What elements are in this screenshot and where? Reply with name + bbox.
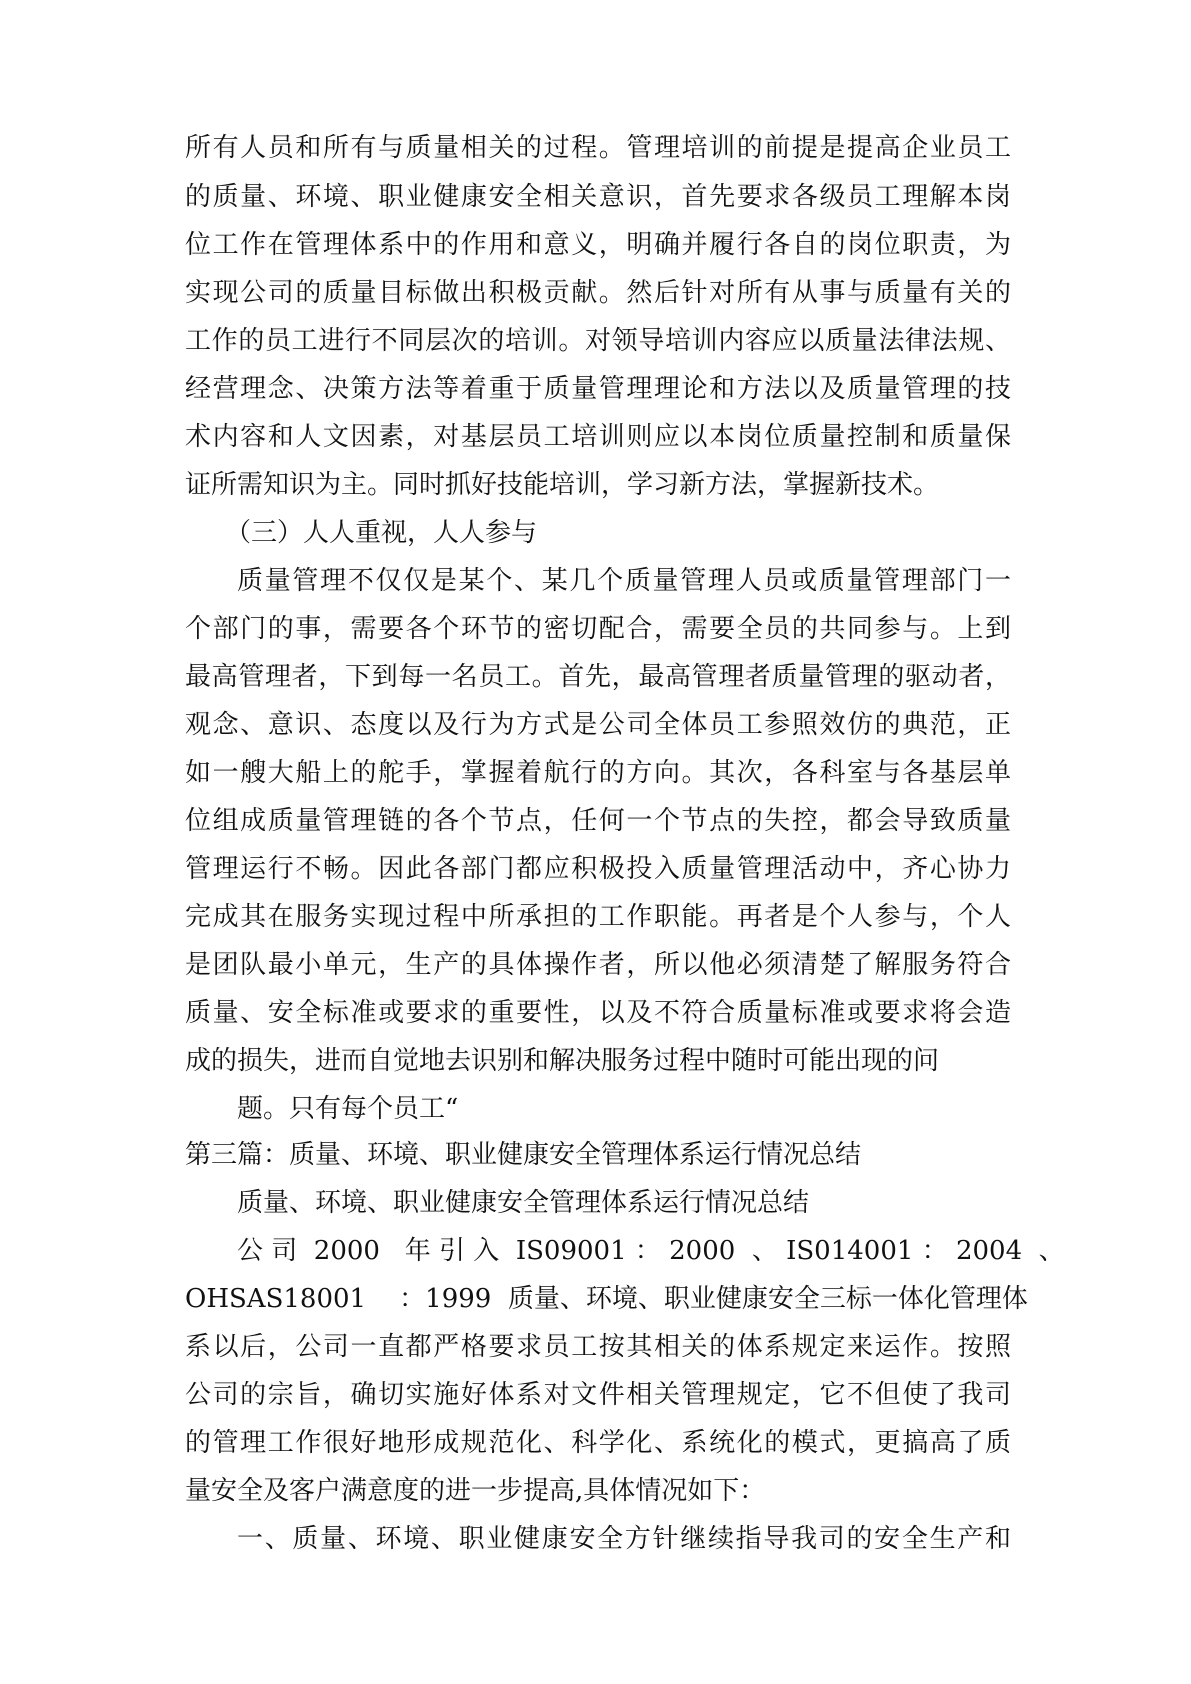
paragraph-line: 公 司 2000 年 引 入 IS09001 ： 2000 、 IS014001 ： 2004 、 xyxy=(237,1236,1065,1266)
paragraph-line: 公司的宗旨，确切实施好体系对文件相关管理规定，它不但使了我司 xyxy=(185,1380,1011,1410)
paragraph-line: 量安全及客户满意度的进一步提高,具体情况如下： xyxy=(185,1476,766,1506)
paragraph-line: 术内容和人文因素，对基层员工培训则应以本岗位质量控制和质量保 xyxy=(185,422,1011,452)
paragraph-line: 实现公司的质量目标做出积极贡献。然后针对所有从事与质量有关的 xyxy=(185,278,1011,308)
paragraph-line: 所有人员和所有与质量相关的过程。管理培训的前提是提高企业员工 xyxy=(185,133,1011,163)
section-title: 质量、环境、职业健康安全管理体系运行情况总结 xyxy=(237,1188,810,1218)
paragraph-line: 观念、意识、态度以及行为方式是公司全体员工参照效仿的典范，正 xyxy=(185,710,1011,740)
paragraph-line: 证所需知识为主。同时抓好技能培训，学习新方法，掌握新技术。 xyxy=(185,470,940,500)
paragraph-line: 成的损失，进而自觉地去识别和解决服务过程中随时可能出现的问 xyxy=(185,1046,940,1076)
paragraph-line: 题。只有每个员工“ xyxy=(237,1094,459,1124)
paragraph-line: 管理运行不畅。因此各部门都应积极投入质量管理活动中，齐心协力 xyxy=(185,854,1011,884)
paragraph-line: OHSAS18001 ：1999 质量、环境、职业健康安全三标一体化管理体 xyxy=(185,1284,1028,1314)
paragraph-line: 最高管理者，下到每一名员工。首先，最高管理者质量管理的驱动者， xyxy=(185,662,1011,692)
paragraph-line: 位工作在管理体系中的作用和意义，明确并履行各自的岗位职责，为 xyxy=(185,230,1011,260)
paragraph-line: 质量、安全标准或要求的重要性，以及不符合质量标准或要求将会造 xyxy=(185,998,1011,1028)
paragraph-line: 工作的员工进行不同层次的培训。对领导培训内容应以质量法律法规、 xyxy=(185,326,1011,356)
paragraph-line: 位组成质量管理链的各个节点，任何一个节点的失控，都会导致质量 xyxy=(185,806,1011,836)
subheading: （三）人人重视，人人参与 xyxy=(225,518,538,548)
section-heading: 第三篇：质量、环境、职业健康安全管理体系运行情况总结 xyxy=(185,1140,862,1170)
paragraph-line: 系以后，公司一直都严格要求员工按其相关的体系规定来运作。按照 xyxy=(185,1332,1011,1362)
paragraph-line: 如一艘大船上的舵手，掌握着航行的方向。其次，各科室与各基层单 xyxy=(185,758,1011,788)
paragraph-line: 完成其在服务实现过程中所承担的工作职能。再者是个人参与，个人 xyxy=(185,902,1011,932)
paragraph-line: 一、质量、环境、职业健康安全方针继续指导我司的安全生产和 xyxy=(237,1524,1011,1554)
paragraph-line: 质量管理不仅仅是某个、某几个质量管理人员或质量管理部门一 xyxy=(237,566,1011,596)
paragraph-line: 的质量、环境、职业健康安全相关意识，首先要求各级员工理解本岗 xyxy=(185,182,1011,212)
paragraph-line: 的管理工作很好地形成规范化、科学化、系统化的模式，更搞高了质 xyxy=(185,1428,1011,1458)
paragraph-line: 经营理念、决策方法等着重于质量管理理论和方法以及质量管理的技 xyxy=(185,374,1011,404)
paragraph-line: 个部门的事，需要各个环节的密切配合，需要全员的共同参与。上到 xyxy=(185,614,1011,644)
paragraph-line: 是团队最小单元，生产的具体操作者，所以他必须清楚了解服务符合 xyxy=(185,950,1011,980)
